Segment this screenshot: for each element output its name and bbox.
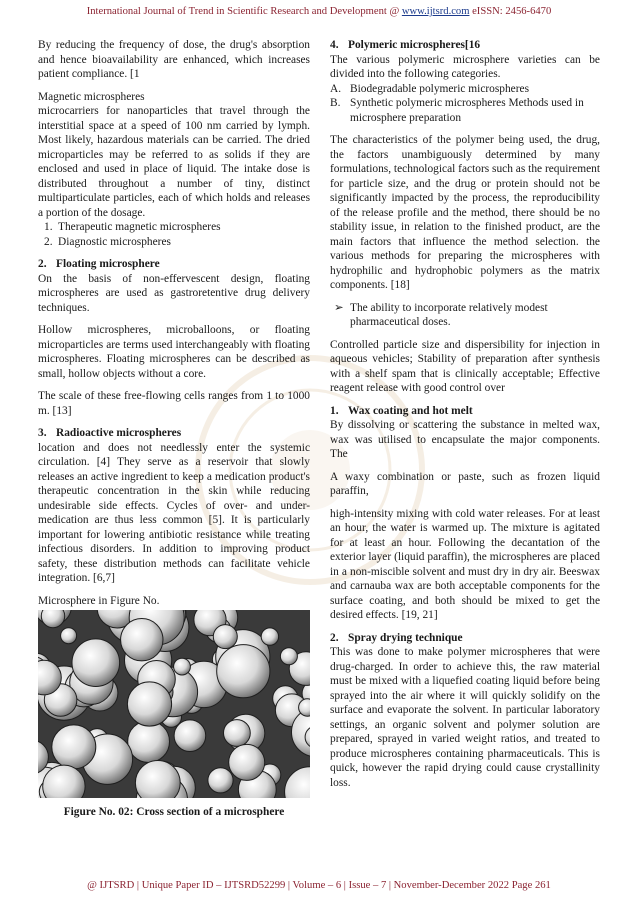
page-header [0,6,638,17]
floating-heading: 2. Floating microsphere [38,258,160,270]
microsphere-particle [208,768,233,793]
floating-paragraph-3: The scale of these free-flowing cells ranges from 1 to 1000 m. [13] [38,390,310,417]
microsphere-particle [224,720,251,747]
wax-paragraph-3: high-intensity mixing with cold water releases. For at least an hour, the water is warmed up. The mixture is agitated for at least an hour. Following the decantation of the exterior layer (liquid paraffin), the microspheres are placed in a non-miscible solvent and must dry in dry air. Beeswax and carnauba wax are both acceptable components for the surface coating, and both should be mixed to get the desired effects. [19, 21] [330,507,600,621]
figure-caption: Figure No. 02: Cross section of a microsphere [63,806,285,818]
microsphere-micrograph [38,610,310,798]
microsphere-particle [127,682,171,726]
radioactive-heading: 3. Radioactive microspheres [38,427,182,439]
wax-paragraph-1: By dissolving or scattering the substance in melted wax, wax was utilised to encapsulate the major components. The [330,419,600,460]
microsphere-particle [217,645,270,698]
microsphere-particle [61,628,77,644]
microsphere-particle [213,625,237,649]
microsphere-particle [52,725,96,769]
arrow-bullet-icon: ➢ [334,301,344,314]
right-column [330,38,600,798]
microsphere-particle [121,619,163,661]
microsphere-particle [174,720,206,752]
microsphere-particle [128,721,170,763]
controlled-paragraph: Controlled particle size and dispersibility for injection in aqueous vehicles; Stability of preparation after synthesis with a shelf spam that is clinically acceptable; Effective reagent release with good control over [330,338,600,394]
microsphere-particle [72,639,120,687]
journal-name: International Journal of Trend in Scientific Research and Development @ [86,6,402,17]
page-footer: @ IJTSRD | Unique Paper ID – IJTSRD52299 | Volume – 6 | Issue – 7 | November-December 2022 Page 261 [87,880,551,891]
polymeric-list [330,82,600,126]
spray-heading: 2. Spray drying technique [330,631,463,644]
list-item: A. Biodegradable polymeric microspheres [330,82,530,95]
microsphere-particle [280,648,297,665]
wax-heading: 1. Wax coating and hot melt [330,404,473,417]
left-column [38,38,310,820]
polymeric-intro: The various polymeric microsphere varieties can be divided into the following categories. [330,53,600,80]
polymeric-heading: 4. Polymeric microspheres[16 [330,39,481,51]
list-item: B. Synthetic polymeric microspheres Methods used in microsphere preparation [330,97,584,124]
floating-paragraph-2: Hollow microspheres, microballoons, or floating microparticles are terms used interchangeably with floating microspheres. Floating microspheres can be described as small, hollow objects without a core. [38,324,310,380]
issn: eISSN: 2456-6470 [469,6,552,17]
microsphere-particle [174,658,191,675]
magnetic-title: Magnetic microspheres [38,90,145,103]
figure-reference: Microsphere in Figure No. [38,594,160,607]
microsphere-particle [229,744,265,780]
radioactive-paragraph: location and does not needlessly enter the systemic circulation. [4] They serve as a reservoir that slowly releases an active ingredient to keep a medication product's therapeutic concentration in the skin while reducing undesirable side effects. Cycles of over- and under-medication are thus less common [5]. It is particularly important for lowering antibiotic resistance while treating infectious disorders. In addition to improving product safety, these distribution methods can facilitate vehicle integration. [6,7] [38,441,310,584]
floating-paragraph-1: On the basis of non-effervescent design, floating microspheres are used as gastroretentive drug delivery techniques. [38,272,310,314]
microsphere-particle [261,628,278,645]
wax-paragraph-2: A waxy combination or paste, such as frozen liquid paraffin, [330,470,600,497]
list-item: 1. Therapeutic magnetic microspheres [44,221,221,233]
microsphere-image [38,610,310,798]
intro-paragraph: By reducing the frequency of dose, the drug's absorption and hence bioavailability are enhanced, which increases patient compliance. [1 [38,39,310,80]
journal-link[interactable]: www.ijtsrd.com [401,6,470,17]
list-item: 2. Diagnostic microspheres [44,235,171,248]
magnetic-body: microcarriers for nanoparticles that travel through the interstitial space at a speed of 100 nm carried by lymph. Most likely, hazardous materials can be carried. The dried microparticles may be referred to as solids if they are enclosed and used in place of liquid. The intake dose is distributed throughout a number of tiny, distinct multiparticulate particles, each of which holds and releases a portion of the dosage. [38,105,310,219]
spray-paragraph: This was done to make polymer microspheres that were drug-charged. In order to achieve this, the raw material must be mixed with a liquefied coating liquid before being sprayed into the air where it will quickly solidify on the surface and evaporate the solvent. In particular laboratory settings, an organic solvent and polymer solution are prepared, sprayed in varied weight ratios, and treated to produce microspheres containing pharmaceuticals. This is quick, however the rapid drying could cause crystallinity loss. [330,646,600,789]
bullet-item: ➢ The ability to incorporate relatively modest pharmaceutical doses. [334,301,548,328]
polymeric-paragraph: The characteristics of the polymer being used, the drug, the factors unambiguously determined by many formulations, technological factors such as the requirement for particle size, and the drug or protein should not be significantly impacted by the process, the reproducibility of the release profile and the method, there should be no stability issue, in relation to the finished product, are the main factors that influence the method selection. the various methods for preparing the microspheres with hydrophilic and hydrophobic polymers as the matrix components. [18] [330,134,600,291]
magnetic-list [38,220,310,249]
